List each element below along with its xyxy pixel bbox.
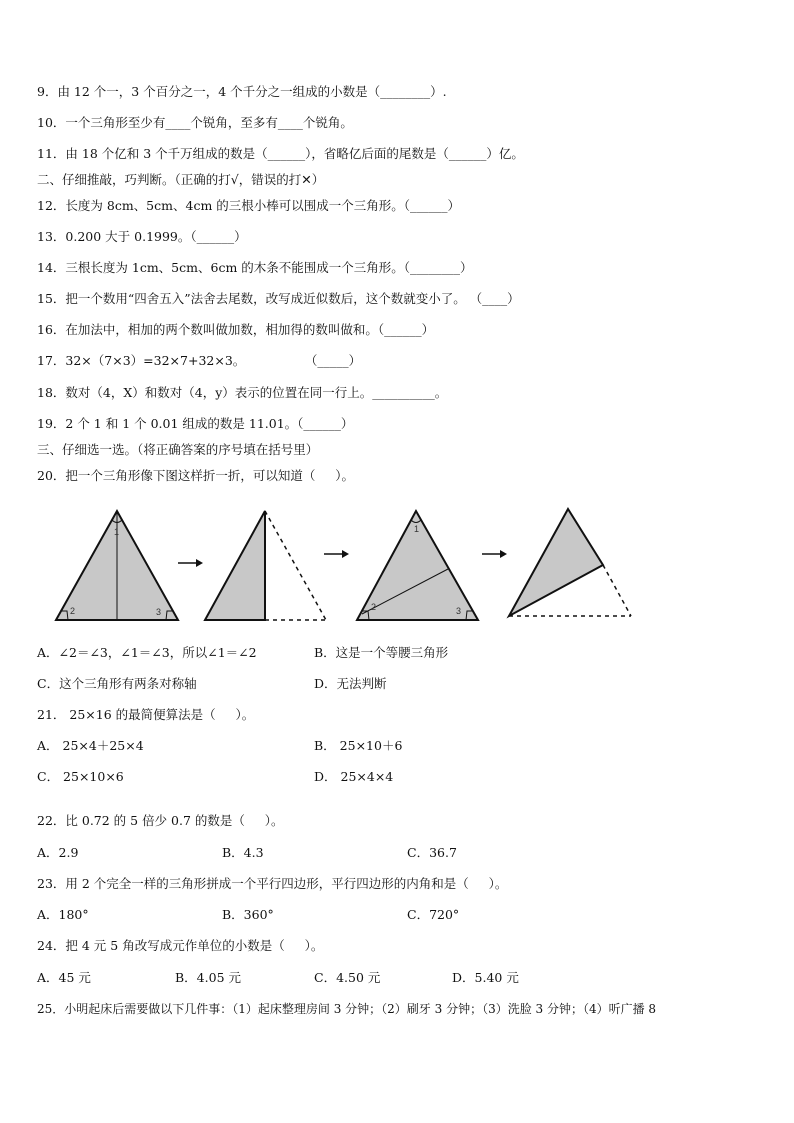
folding-triangle-figure <box>48 503 648 628</box>
q23-option-b[interactable]: B．360° <box>222 907 274 922</box>
q24-option-a[interactable]: A．45 元 <box>37 970 91 985</box>
q20: 20．把一个三角形像下图这样折一折，可以知道（ ）。 <box>37 468 355 483</box>
angle-label-3b: 3 <box>456 606 462 616</box>
q22-option-c[interactable]: C．36.7 <box>407 845 457 860</box>
q20-option-b[interactable]: B．这是一个等腰三角形 <box>314 645 449 660</box>
q21-option-b[interactable]: B． 25×10＋6 <box>314 738 403 753</box>
q16: 16．在加法中，相加的两个数叫做加数，相加得的数叫做和。（______） <box>37 322 435 337</box>
angle-label-3: 3 <box>156 607 162 617</box>
arrow-1 <box>178 559 203 567</box>
arrow-3 <box>482 550 507 558</box>
q10: 10．一个三角形至少有____个锐角，至多有____个锐角。 <box>37 115 353 130</box>
arrow-2 <box>324 550 349 558</box>
angle-label-2b: 2 <box>371 602 377 612</box>
q15: 15．把一个数用“四舍五入”法舍去尾数，改写成近似数后，这个数就变小了。 （____） <box>37 291 520 306</box>
q20-option-a[interactable]: A．∠2＝∠3，∠1＝∠3，所以∠1＝∠2 <box>37 645 257 660</box>
q13: 13．0.200 大于 0.1999。（______） <box>37 229 247 244</box>
angle-label-1b: 1 <box>414 524 420 534</box>
q9: 9．由 12 个一，3 个百分之一，4 个千分之一组成的小数是（________）. <box>37 84 447 99</box>
triangle-2-folded <box>205 511 326 620</box>
q24-option-b[interactable]: B．4.05 元 <box>175 970 241 985</box>
q23-option-a[interactable]: A．180° <box>37 907 89 922</box>
q19: 19．2 个 1 和 1 个 0.01 组成的数是 11.01。（______） <box>37 416 354 431</box>
angle-label-2: 2 <box>70 606 76 616</box>
q22: 22．比 0.72 的 5 倍少 0.7 的数是（ ）。 <box>37 813 284 828</box>
section-2-heading: 二、仔细推敲，巧判断。（正确的打√，错误的打✕） <box>37 172 325 187</box>
q23-option-c[interactable]: C．720° <box>407 907 460 922</box>
q20-option-c[interactable]: C．这个三角形有两条对称轴 <box>37 676 197 691</box>
q14: 14．三根长度为 1cm、5cm、6cm 的木条不能围成一个三角形。（________） <box>37 260 473 275</box>
q21-option-d[interactable]: D． 25×4×4 <box>314 769 394 784</box>
q24: 24．把 4 元 5 角改写成元作单位的小数是（ ）。 <box>37 938 324 953</box>
q24-option-c[interactable]: C．4.50 元 <box>314 970 381 985</box>
q17: 17．32×（7×3）=32×7+32×3。 （_____） <box>37 353 362 368</box>
q11: 11．由 18 个亿和 3 个千万组成的数是（______），省略亿后面的尾数是（______）亿。 <box>37 146 524 161</box>
q21-option-a[interactable]: A． 25×4＋25×4 <box>37 738 144 753</box>
q22-option-b[interactable]: B．4.3 <box>222 845 264 860</box>
triangle-4-folded <box>509 509 631 616</box>
q25: 25．小明起床后需要做以下几件事：（1）起床整理房间 3 分钟；（2）刷牙 3 分钟；（3）洗脸 3 分钟；（4）听广播 8 <box>37 1002 657 1016</box>
q12: 12．长度为 8cm、5cm、4cm 的三根小棒可以围成一个三角形。（______） <box>37 198 461 213</box>
q21-option-c[interactable]: C． 25×10×6 <box>37 769 124 784</box>
q20-option-d[interactable]: D．无法判断 <box>314 676 387 691</box>
angle-label-1: 1 <box>114 527 120 537</box>
triangle-1 <box>56 511 178 620</box>
q23: 23．用 2 个完全一样的三角形拼成一个平行四边形，平行四边形的内角和是（ ）。 <box>37 876 508 891</box>
q18: 18．数对（4，X）和数对（4，y）表示的位置在同一行上。__________。 <box>37 385 448 400</box>
triangle-3 <box>357 511 478 620</box>
q24-option-d[interactable]: D．5.40 元 <box>452 970 519 985</box>
section-3-heading: 三、仔细选一选。（将正确答案的序号填在括号里） <box>37 442 319 457</box>
q22-option-a[interactable]: A．2.9 <box>37 845 79 860</box>
q21: 21． 25×16 的最简便算法是（ ）。 <box>37 707 255 722</box>
